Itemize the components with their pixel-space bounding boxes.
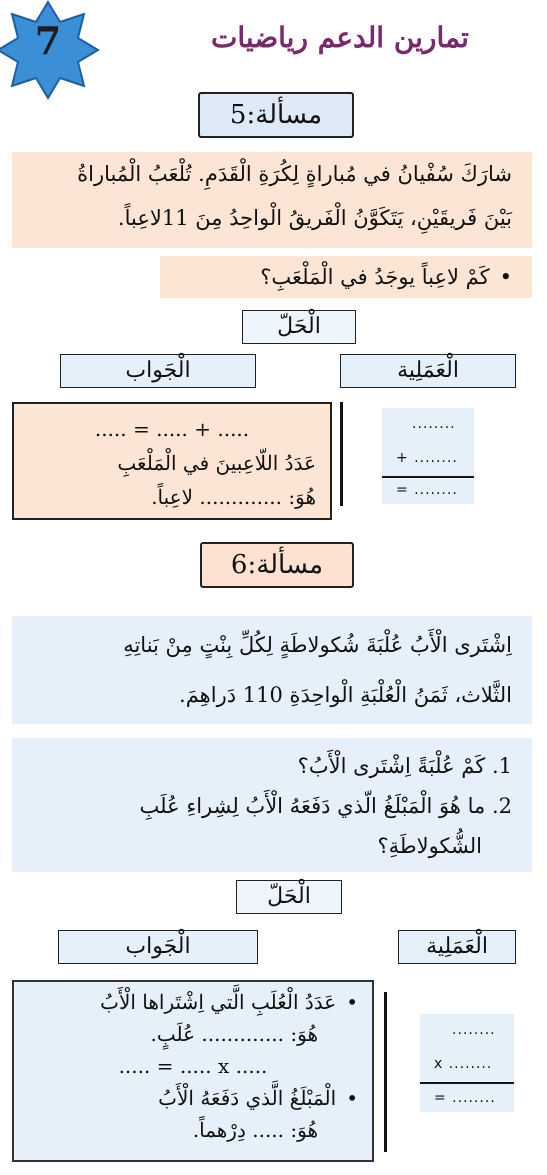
problem-5-operation bbox=[382, 408, 474, 504]
statement-line: بَيْنَ فَريقَيْنِ، يَتَكَوَّنُ الْفَريقُ الْواحِدُ مِنَ 11لاعِباً. bbox=[117, 206, 512, 230]
operation-line: = ........ bbox=[396, 482, 458, 498]
answer-line: هُوَ: ............. عُلَبٍ. bbox=[150, 1022, 318, 1046]
divider-bar bbox=[384, 992, 387, 1152]
question-item: 1. كَمْ عُلْبَةً اِشْتَرى الْأَبُ؟ bbox=[297, 754, 512, 778]
solution-label: الْحَلّ bbox=[236, 880, 342, 914]
answer-line: • عَدَدُ الْعُلَبِ الَّتي اِشْتَراها الْأَبُ bbox=[28, 986, 358, 1018]
answer-equation: ..... x ..... = ..... bbox=[118, 1054, 268, 1078]
page-title: تمارين الدعم رياضيات bbox=[211, 21, 469, 54]
problem-5-question bbox=[160, 256, 532, 298]
operation-line: ........ bbox=[452, 1022, 496, 1038]
operation-rule bbox=[382, 476, 474, 478]
operation-line: x ........ bbox=[434, 1056, 493, 1072]
problem-5-answer-box bbox=[12, 402, 332, 520]
solution-label: الْحَلّ bbox=[242, 310, 356, 344]
operation-line: ........ bbox=[412, 416, 456, 432]
badge-number: 7 bbox=[34, 18, 62, 63]
answer-label: الْجَواب bbox=[60, 354, 256, 388]
answer-equation: ..... + ..... = ..... bbox=[94, 417, 250, 441]
question-item: 2. ما هُوَ الْمَبْلَغُ الّذي دَفَعَهُ الْأَبُ لِشِراءِ عُلَبِ bbox=[139, 794, 512, 818]
lesson-badge bbox=[0, 0, 112, 100]
problem-5-statement bbox=[12, 152, 532, 248]
operation-label: الْعَمَلِية bbox=[398, 930, 516, 964]
operation-rule bbox=[420, 1082, 514, 1084]
question-text: • كَمْ لاعِباً يوجَدُ في الْمَلْعَبِ؟ bbox=[260, 265, 512, 289]
operation-label: الْعَمَلِية bbox=[340, 354, 516, 388]
statement-line: الثَّلاث، ثَمَنُ الْعُلْبَةِ الْواحِدَةِ 110 دَراهِمَ. bbox=[179, 683, 512, 707]
answer-line: عَدَدُ اللّاعِبينَ في الْمَلْعَبِ bbox=[117, 451, 316, 475]
problem-5-tab: مسألة:5 bbox=[198, 92, 354, 138]
statement-line: شارَكَ سُفْيانُ في مُباراةٍ لِكُرَةِ الْقَدَمِ. تُلْعَبُ الْمُباراةُ bbox=[77, 162, 512, 186]
answer-line: • الْمَبْلَغُ الَّذي دَفَعَهُ الْأَبُ bbox=[28, 1082, 358, 1114]
problem-6-tab: مسألة:6 bbox=[200, 542, 354, 588]
answer-line: هُوَ: ..... دِرْهماً. bbox=[192, 1118, 318, 1142]
problem-6-questions bbox=[12, 738, 532, 872]
answer-label: الْجَواب bbox=[58, 930, 258, 964]
problem-6-statement bbox=[12, 616, 532, 724]
problem-6-operation bbox=[420, 1014, 514, 1112]
statement-line: اِشْتَرى الْأَبُ عُلْبَةَ شُكولاطَةٍ لِكُلِّ بِنْتٍ مِنْ بَناتِهِ bbox=[123, 633, 512, 657]
operation-line: + ........ bbox=[396, 450, 458, 466]
problem-6-answer-box bbox=[12, 980, 374, 1162]
operation-line: = ........ bbox=[434, 1090, 496, 1106]
divider-bar bbox=[340, 402, 343, 506]
question-item: الشُّكولاطَةِ؟ bbox=[377, 834, 482, 858]
answer-line: هُوَ: ............. لاعِباً. bbox=[151, 485, 316, 509]
